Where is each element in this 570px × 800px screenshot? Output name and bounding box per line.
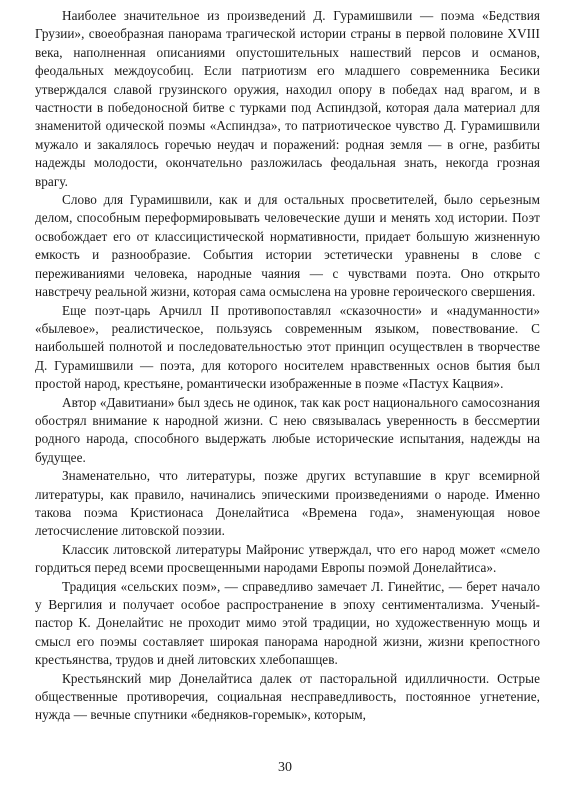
paragraph-gurmishvili-poem: Наиболее значительное из произведений Д. Гурамишвили — поэма «Бедствия Грузии», своеобразная панорама трагической истории страны в первой половине XVIII века, наполненная описаниями опустошительных нашествий персов и османов, феодальных междоусобиц. Если патриотизм его младшего современника Бесики утверждался славой грузинского оружия, находил опору в победах над врагом, и в частности в победоносной битве с турками под Аспиндзой, которая дала материал для знаменитой одической поэмы «Аспиндза», то патриотическое чувство Д. Гурамишвили мужало и закалялось горечью неудач и поражений: родная земля — в огне, разбиты надежды молодости, окончательно разложилась феодальная знать, некогда грозная врагу.: [35, 8, 540, 189]
paragraph-peasant-world: Крестьянский мир Донелайтиса далек от пасторальной идилличности. Острые общественные противоречия, социальная несправедливость, постоянное угнетение, нужда — вечные спутники «бедняков-горемык», которым,: [35, 670, 540, 723]
body-text: [35, 7, 540, 725]
paragraph-epic-of-people: Знаменательно, что литературы, позже других вступавшие в круг всемирной литературы, как правило, начинались эпическими произведениями о народе. Именно такова поэма Кристионаса Донелайтиса «Времена года», знаменующая новое летосчисление литовской поэзии.: [35, 468, 540, 539]
paragraph-word-as-deed: Слово для Гурамишвили, как и для остальных просветителей, было серьезным делом, способным переформировывать человеческие души и менять ход истории. Поэт освобождает его от классицистической нормативности, придает большую жизненную емкость и разнообразие. События истории эстетически уравнены в слове с переживаниями человека, народные чаяния — с чувствами поэта. Оно открыто навстречу реальной жизни, которая сама осмыслена на уровне героического свершения.: [35, 192, 540, 300]
paragraph-archil-realism: Еще поэт-царь Арчилл II противопоставлял «сказочности» и «надуманности» «былевое», реалистическое, пользуясь современным языком, повествование. С наибольшей полнотой и последовательностью этот принцип осуществлен в творчестве Д. Гурамишвили — поэта, для которого носителем нравственных основ бытия был простой народ, крестьяне, романтически изображенные в поэме «Пастух Кацвия».: [35, 302, 540, 392]
paragraph-davitiani-author: Автор «Давитиани» был здесь не одинок, так как рост национального самосознания обострял внимание к народной жизни. С нею связывалась уверенность в бессмертии родного народа, способного выдержать любые исторические испытания, надежды на будущее.: [35, 394, 540, 465]
paragraph-rural-poems-tradition: Традиция «сельских поэм», — справедливо замечает Л. Гинейтис, — берет начало у Вергилия и получает особое распространение в эпоху сентиментализма. Ученый-пастор К. Донелайтис не проходит мимо этой традиции, но художественную мощь и смысл его поэмы составляет широкая панорама народной жизни, жизни крепостного крестьянства, трудов и дней литовских хлебопашцев.: [35, 578, 540, 668]
paragraph-maironis: Классик литовской литературы Майронис утверждал, что его народ может «смело гордиться перед всеми просвещенными народами Европы поэмой Донелайтиса».: [35, 541, 540, 576]
page-number: 30: [278, 760, 292, 775]
